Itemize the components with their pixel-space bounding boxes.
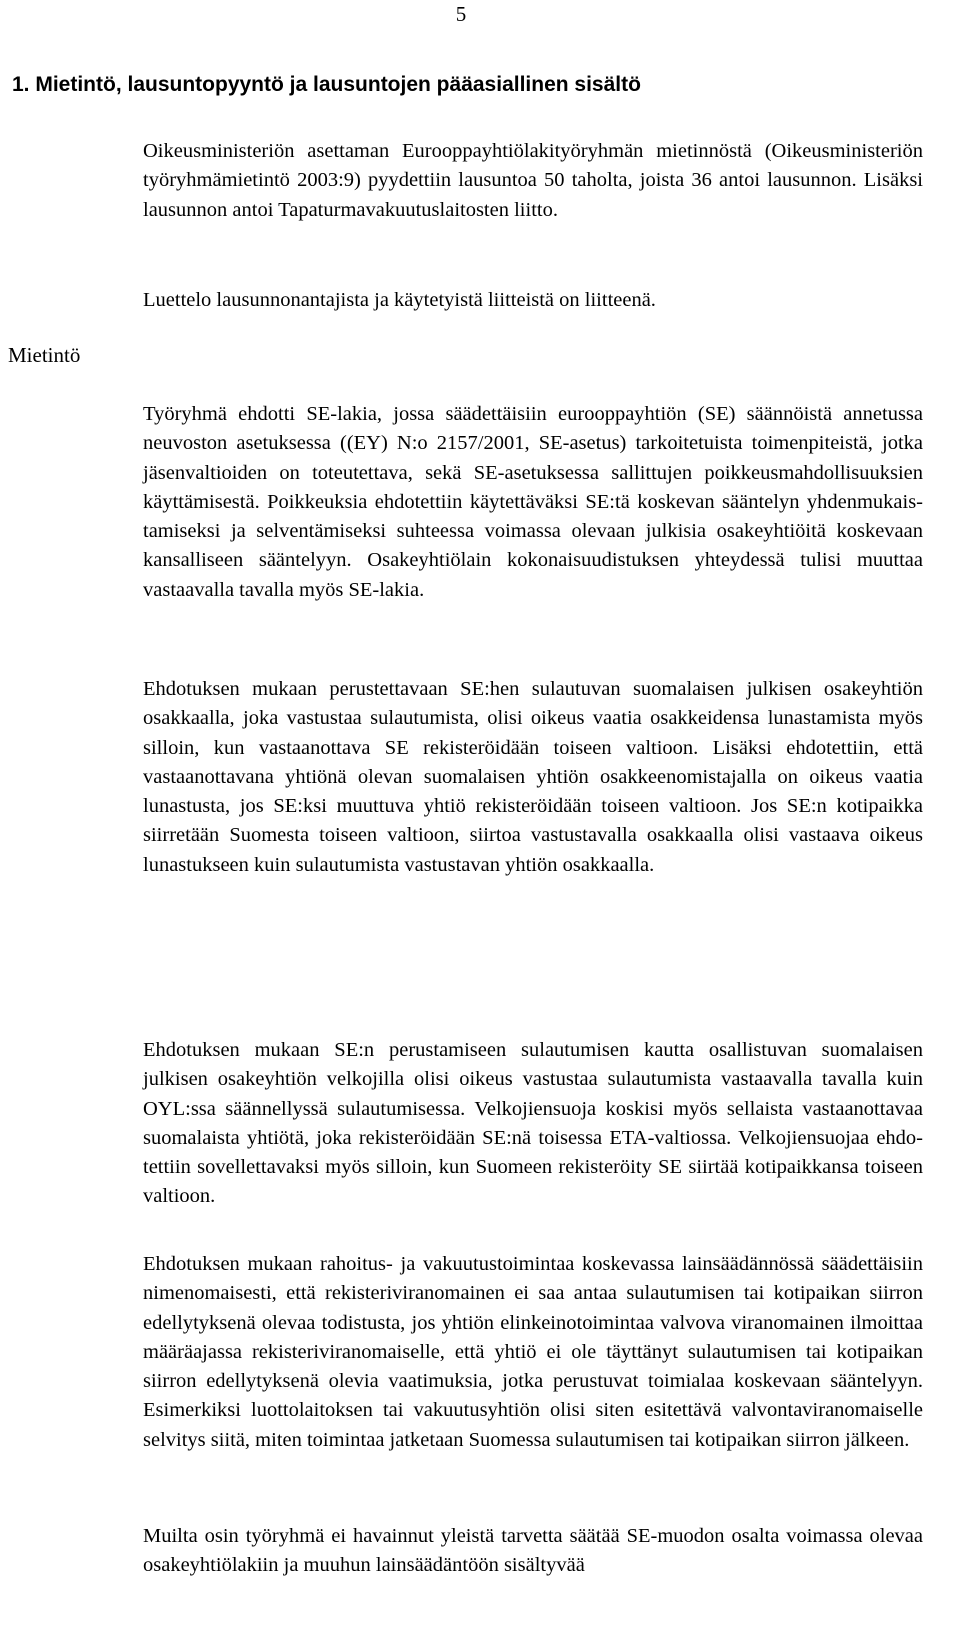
paragraph-appendix-note: Luettelo lausunnonantajista ja käytetyistä liitteistä on liitteenä. xyxy=(143,289,656,311)
paragraph-consultation: Oikeusministeriön asettaman Eurooppayhtiölakityöryhmän mietinnöstä (Oikeusministeriön työryhmämietintö 2003:9) pyydettiin lausuntoa 50 taholta, joista 36 antoi lausunnon. Lisäksi lausunnon antoi Tapaturmavakuutuslaitosten liitto. xyxy=(143,140,923,221)
paragraph-proposal-summary: Työryhmä ehdotti SE-lakia, jossa säädettäisiin eurooppayhtiön (SE) säännöistä annetussa neuvoston asetuksessa ((EY) N:o 2157/2001, SE-asetus) tarkoitetuista toimenpiteistä, jotka jäsenvaltioiden on toteutettava, sekä SE-asetuksessa sallittujen poikkeusmahdollisuuksien käyttämisestä. Poikkeuksia ehdotettiin käytettäväksi SE:tä koskevan sääntelyn yhdenmukaistamiseksi ja selventämiseksi suhteessa voimassa olevaan julkisia osakeyhtiöitä koskevaan kansalliseen sääntelyyn. Osakeyhtiölain kokonaisuudistuksen yhteydessä tulisi muuttaa vastaavalla tavalla myös SE-lakia. xyxy=(143,403,923,601)
paragraph-shareholder-redemption: Ehdotuksen mukaan perustettavaan SE:hen sulautuvan suomalaisen julkisen osakeyhtiön osakkaalla, joka vastustaa sulautumista, olisi oikeus vaatia osakkeidensa lunastamista myös silloin, kun vastaanottava SE rekisteröidään toiseen valtioon. Lisäksi ehdotettiin, että vastaanottavana yhtiönä olevan suomalaisen yhtiön osakkeenomistajalla on oikeus vaatia lunastusta, jos SE:ksi muuttuva yhtiö rekisteröidään toiseen valtioon. Jos SE:n kotipaikka siirretään Suomesta toiseen valtioon, siirtoa vastustavalla osakkaalla olisi vastaava oikeus lunastukseen kuin sulautumista vastustavan yhtiön osakkaalla. xyxy=(143,678,923,876)
paragraph-other-matters: Muilta osin työryhmä ei havainnut yleistä tarvetta säätää SE-muodon osalta voimassa olevaa osakeyhtiölakiin ja muuhun lainsäädäntöön sisältyvää xyxy=(143,1525,923,1577)
page-number: 5 xyxy=(455,2,467,26)
paragraph-financial-regulation: Ehdotuksen mukaan rahoitus- ja vakuutustoimintaa koskevassa lainsäädännössä säädettäisiin nimenomaisesti, että rekisteriviranomainen ei saa antaa sulautumisen tai kotipaikan siirron edellytyksenä olevaa todistusta, jos yhtiön elinkeinotoimintaa valvova viranomainen ilmoittaa määräajassa rekisteriviranomaiselle, että yhtiö ei ole täyttänyt sulautumisen tai kotipaikan siirron edellytyksenä olevia vaatimuksia, jotka perustuvat toimialaa koskevaan sääntelyyn. Esimerkiksi luottolaitoksen tai vakuutusyhtiön olisi siten esitettävä valvontaviranomaiselle selvitys siitä, miten toimintaa jatketaan Suomessa sulautumisen tai kotipaikan siirron jälkeen. xyxy=(143,1253,923,1451)
paragraph-creditor-protection: Ehdotuksen mukaan SE:n perustamiseen sulautumisen kautta osallistuvan suomalaisen julkisen osakeyhtiön velkojilla olisi oikeus vastustaa sulautumista vastaavalla tavalla kuin OYL:ssa säännellyssä sulautumisessa. Velkojiensuoja koskisi myös sellaista vastaanottavaa suomalaista yhtiötä, joka rekisteröidään SE:nä toisessa ETA-valtiossa. Velkojiensuojaa ehdotettiin sovellettavaksi myös silloin, kun Suomeen rekisteröity SE siirtää kotipaikkansa toiseen valtioon. xyxy=(143,1039,923,1208)
margin-label: Mietintö xyxy=(8,343,81,367)
section-heading: 1. Mietintö, lausuntopyyntö ja lausuntojen pääasiallinen sisältö xyxy=(12,73,641,96)
